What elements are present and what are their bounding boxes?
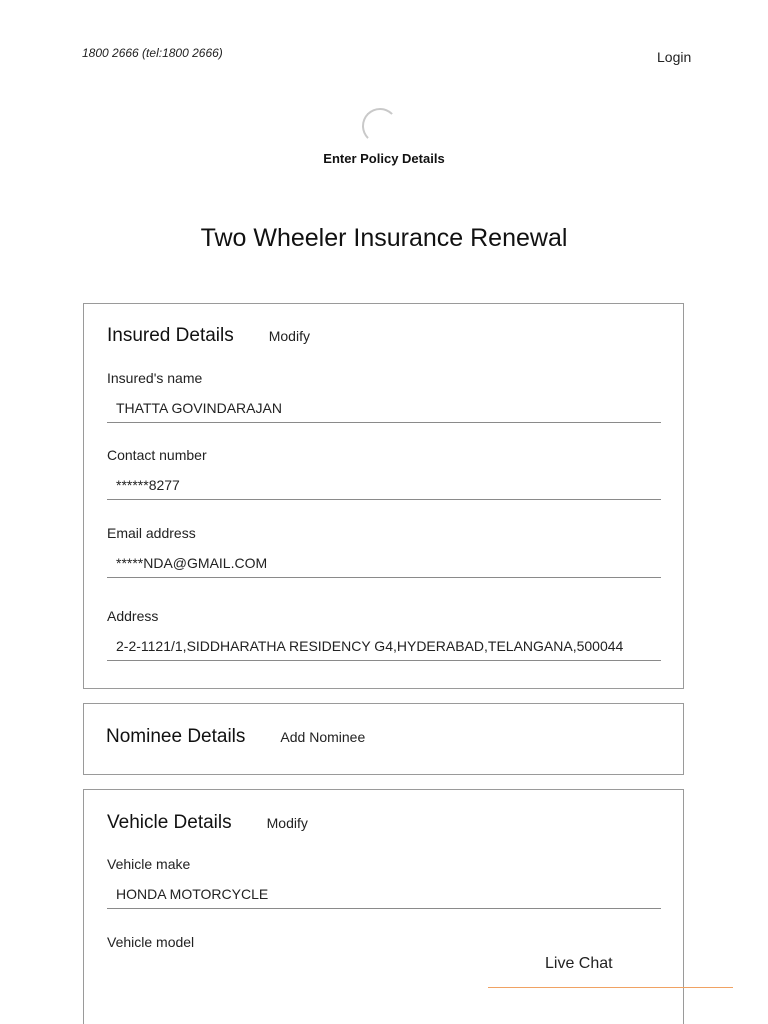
insured-name-value: THATTA GOVINDARAJAN [107,400,661,423]
nominee-details-title: Nominee Details [106,726,246,747]
live-chat-label: Live Chat [545,955,613,972]
email-address-label: Email address [107,525,196,541]
modify-insured-button[interactable]: Modify [268,328,310,344]
vehicle-details-header [107,812,308,834]
vehicle-model-field[interactable] [107,934,661,950]
step-label: Enter Policy Details [323,151,445,166]
vehicle-make-value: HONDA MOTORCYCLE [107,886,661,909]
address-field[interactable] [107,608,661,661]
nominee-details-card [83,703,684,775]
insured-details-card [83,303,684,689]
insured-details-header [107,325,310,347]
contact-number-value: ******8277 [107,477,661,500]
address-label: Address [107,608,159,624]
loading-spinner-icon [362,108,398,144]
vehicle-make-field[interactable] [107,856,661,909]
modify-vehicle-button[interactable]: Modify [266,815,308,831]
email-address-value: *****NDA@GMAIL.COM [107,555,661,578]
vehicle-details-title: Vehicle Details [107,812,232,833]
insured-details-title: Insured Details [107,325,234,346]
contact-number-label: Contact number [107,447,207,463]
phone-number-link[interactable]: 1800 2666 (tel:1800 2666) [82,46,223,60]
vehicle-make-label: Vehicle make [107,856,191,872]
nominee-details-header [106,726,365,748]
address-value: 2-2-1121/1,SIDDHARATHA RESIDENCY G4,HYDERABAD,TELANGANA,500044 [107,638,661,661]
insured-name-label: Insured's name [107,370,203,386]
insured-name-field[interactable] [107,370,661,423]
add-nominee-button[interactable]: Add Nominee [280,729,366,745]
live-chat-button[interactable] [488,955,733,988]
page-title: Two Wheeler Insurance Renewal [200,224,568,252]
email-address-field[interactable] [107,525,661,578]
vehicle-details-card [83,789,684,1024]
contact-number-field[interactable] [107,447,661,500]
login-link[interactable]: Login [657,49,692,65]
vehicle-model-label: Vehicle model [107,934,195,950]
